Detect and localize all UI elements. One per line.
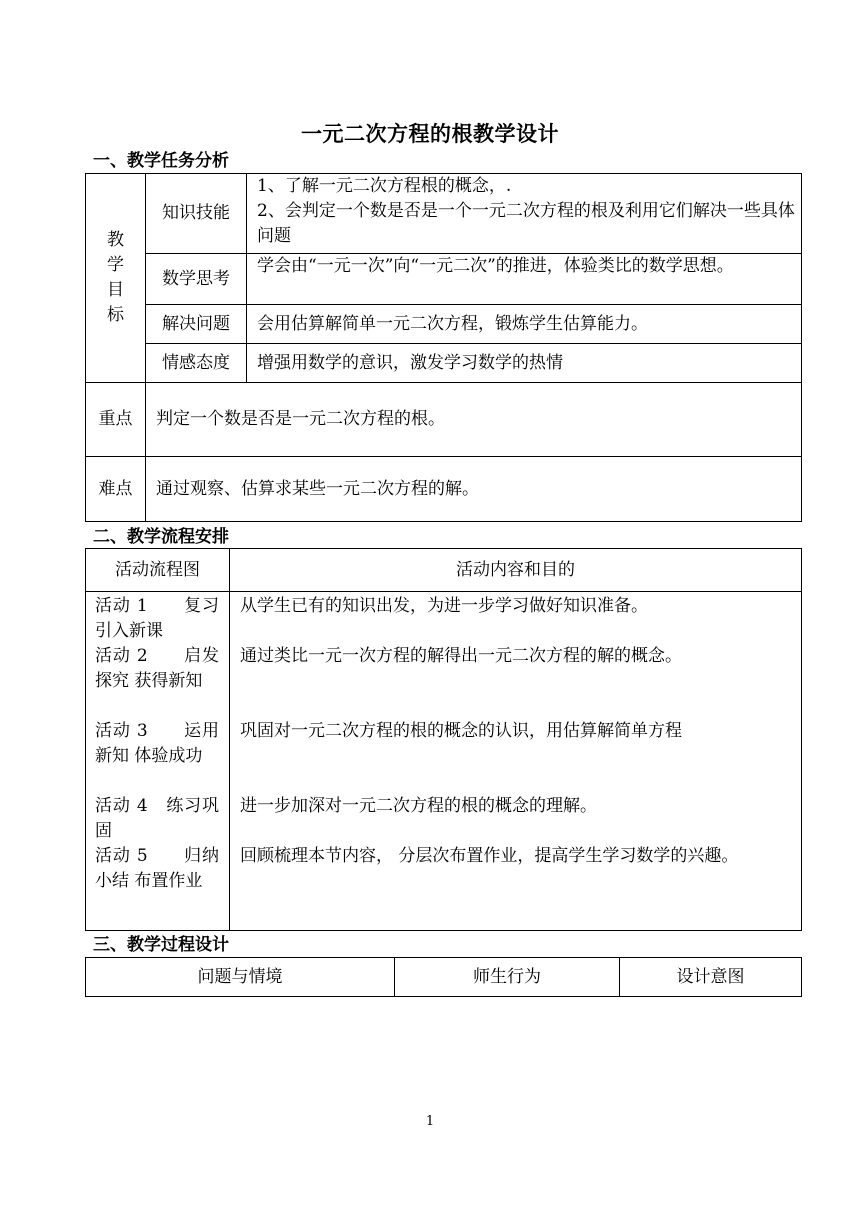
process-col-header: 问题与情境 bbox=[86, 958, 395, 997]
activity-content: 回顾梳理本节内容， 分层次布置作业，提高学生学习数学的兴趣。 bbox=[240, 846, 739, 866]
key-point-label: 重点 bbox=[86, 383, 146, 457]
activity-name: 活动 2 启发探究 获得新知 bbox=[95, 646, 219, 691]
activity-content: 从学生已有的知识出发，为进一步学习做好知识准备。 bbox=[240, 596, 648, 616]
activity-content: 巩固对一元二次方程的根的概念的认识，用估算解简单方程 bbox=[240, 721, 682, 741]
goals-label-char: 学 bbox=[107, 255, 124, 275]
difficulty-content: 通过观察、估算求某些一元二次方程的解。 bbox=[146, 457, 802, 522]
row-label-knowledge: 知识技能 bbox=[146, 174, 247, 254]
process-col-header: 师生行为 bbox=[395, 958, 620, 997]
goals-label-char: 目 bbox=[107, 280, 124, 300]
activity-name: 活动 3 运用新知 体验成功 bbox=[95, 721, 219, 766]
flow-table bbox=[85, 548, 802, 931]
row-content-knowledge bbox=[247, 174, 802, 254]
flow-content-cell bbox=[230, 592, 802, 931]
task-analysis-table bbox=[85, 173, 802, 522]
difficulty-label: 难点 bbox=[86, 457, 146, 522]
row-label-problem-solving: 解决问题 bbox=[146, 305, 247, 344]
flow-col-header-chart: 活动流程图 bbox=[86, 549, 230, 592]
flow-col-header-content: 活动内容和目的 bbox=[230, 549, 802, 592]
process-col-header: 设计意图 bbox=[620, 958, 802, 997]
goals-label-char: 教 bbox=[107, 230, 124, 250]
page-number: 1 bbox=[425, 1114, 435, 1129]
row-content-attitude: 增强用数学的意识，激发学习数学的热情 bbox=[247, 344, 802, 383]
activity-name: 活动 5 归纳小结 布置作业 bbox=[95, 846, 219, 891]
section-heading-process: 三、教学过程设计 bbox=[93, 935, 229, 955]
row-label-thinking: 数学思考 bbox=[146, 254, 247, 305]
goals-label-cell bbox=[86, 174, 146, 383]
page-title: 一元二次方程的根教学设计 bbox=[301, 121, 559, 146]
key-point-content: 判定一个数是否是一元二次方程的根。 bbox=[146, 383, 802, 457]
row-content-thinking: 学会由“一元一次”向“一元二次”的推进，体验类比的数学思想。 bbox=[247, 254, 802, 305]
section-heading-flow: 二、教学流程安排 bbox=[93, 527, 229, 547]
process-table bbox=[85, 957, 802, 997]
activity-name: 活动 4 练习巩固 bbox=[95, 796, 219, 841]
content-line: 2、会判定一个数是否是一个一元二次方程的根及利用它们解决一些具体问题 bbox=[257, 201, 795, 246]
activity-content: 进一步加深对一元二次方程的根的概念的理解。 bbox=[240, 796, 597, 816]
goals-label-char: 标 bbox=[107, 305, 124, 325]
row-label-attitude: 情感态度 bbox=[146, 344, 247, 383]
content-line: 1、了解一元二次方程根的概念，. bbox=[257, 176, 512, 196]
flow-activities-cell bbox=[86, 592, 230, 931]
row-content-problem-solving: 会用估算解简单一元二次方程，锻炼学生估算能力。 bbox=[247, 305, 802, 344]
activity-name: 活动 1 复习引入新课 bbox=[95, 596, 219, 641]
section-heading-task-analysis: 一、教学任务分析 bbox=[93, 151, 229, 171]
activity-content: 通过类比一元一次方程的解得出一元二次方程的解的概念。 bbox=[240, 646, 682, 666]
